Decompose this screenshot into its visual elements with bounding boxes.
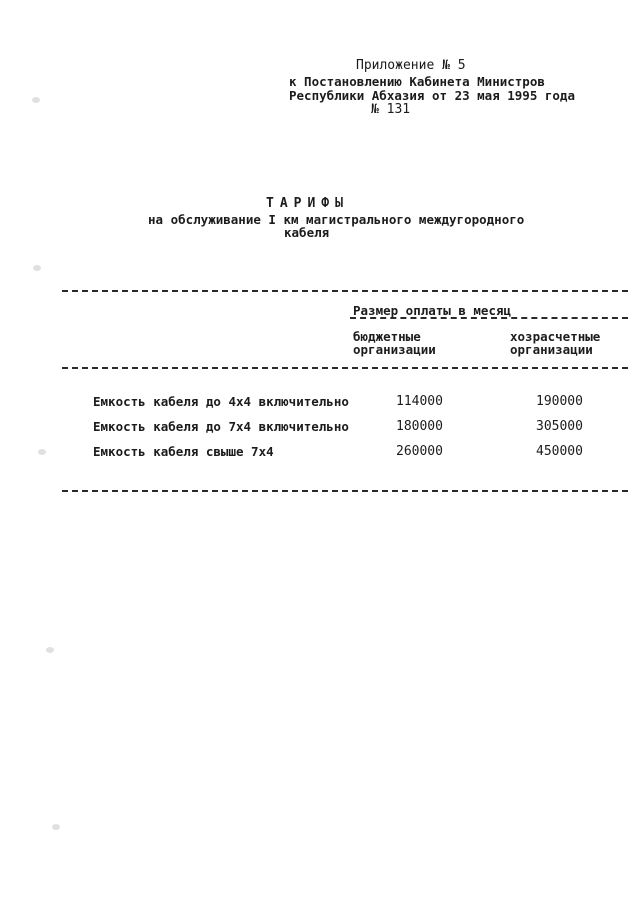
- row-selfsupp-value: 190000: [536, 394, 583, 409]
- row-label: Емкость кабеля свыше 7х4: [93, 444, 274, 459]
- group-header: Размер оплаты в месяц: [353, 303, 512, 318]
- row-budget-value: 260000: [396, 444, 443, 459]
- scan-mark: [46, 647, 54, 653]
- document-subtitle-2: кабеля: [284, 225, 330, 240]
- row-selfsupp-value: 305000: [536, 419, 583, 434]
- scan-mark: [33, 265, 41, 271]
- decree-line-2: Республики Абхазия от 23 мая 1995 года: [289, 88, 575, 103]
- column-header-selfsupp-2: организации: [510, 342, 593, 357]
- table-top-rule: [62, 290, 628, 292]
- column-header-budget-2: организации: [353, 342, 436, 357]
- table-header-rule: [62, 367, 628, 369]
- column-header-budget-1: бюджетные: [353, 329, 421, 344]
- scan-mark: [38, 449, 46, 455]
- row-label: Емкость кабеля до 7х4 включительно: [93, 419, 349, 434]
- decree-number: № 131: [371, 102, 411, 117]
- table-bottom-rule: [62, 490, 628, 492]
- column-header-selfsupp-1: хозрасчетные: [510, 329, 601, 344]
- decree-line-1: к Постановлению Кабинета Министров: [289, 74, 545, 89]
- document-subtitle-1: на обслуживание I км магистрального междугородного: [148, 212, 525, 227]
- scan-mark: [52, 824, 60, 830]
- row-label: Емкость кабеля до 4х4 включительно: [93, 394, 349, 409]
- row-budget-value: 180000: [396, 419, 443, 434]
- appendix-label: Приложение № 5: [356, 58, 466, 73]
- row-budget-value: 114000: [396, 394, 443, 409]
- scan-mark: [32, 97, 40, 103]
- document-title: ТАРИФЫ: [266, 196, 349, 211]
- row-selfsupp-value: 450000: [536, 444, 583, 459]
